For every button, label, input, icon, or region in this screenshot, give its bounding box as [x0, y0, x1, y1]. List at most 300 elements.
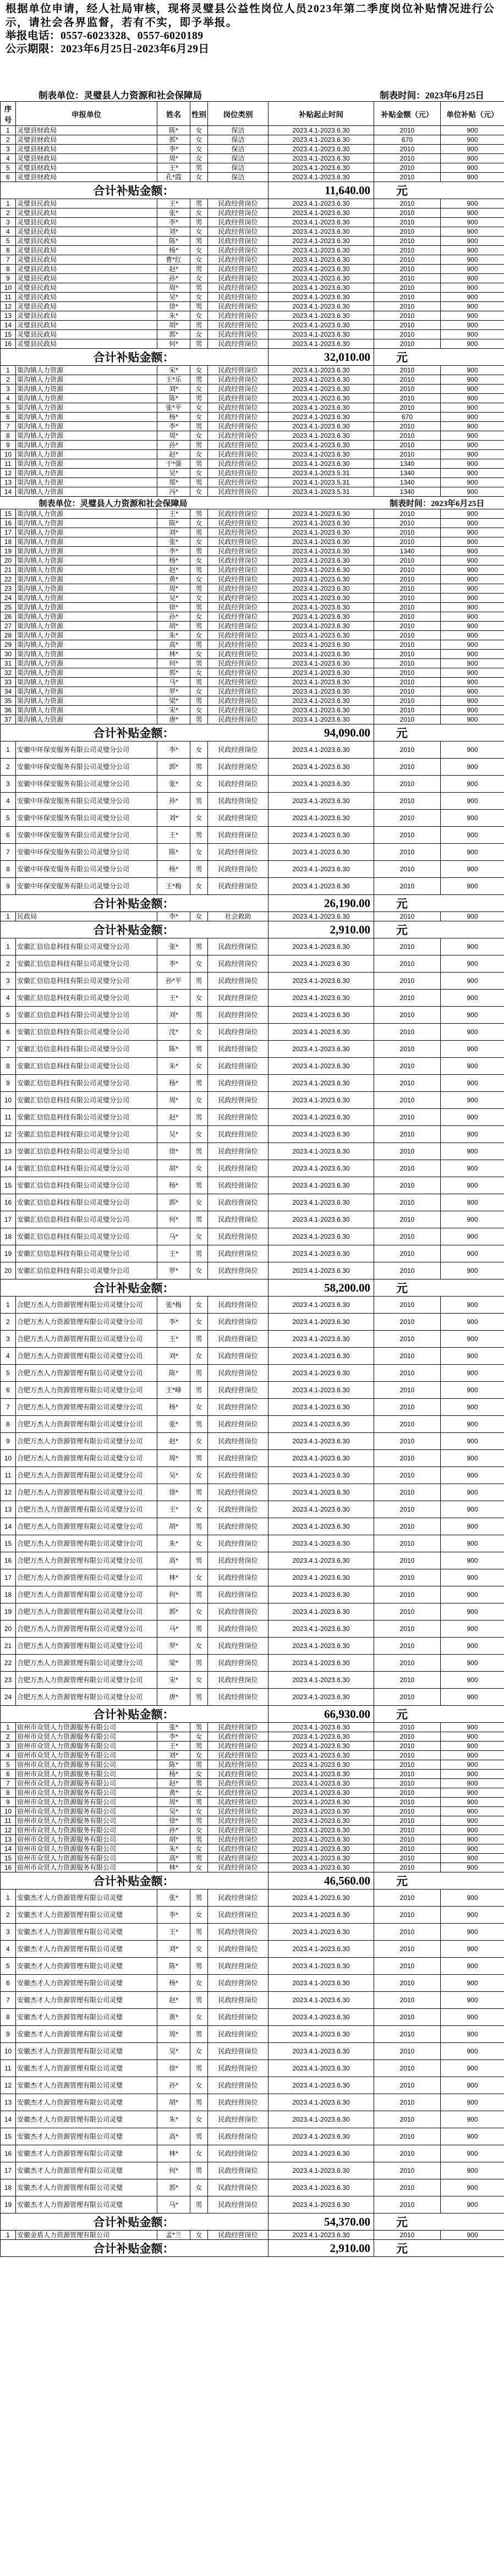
cell-sex: 男: [190, 1992, 208, 2009]
cell-seq: 4: [1, 1751, 16, 1760]
table-row: [1, 246, 504, 255]
table-row: [1, 1262, 504, 1279]
table-row: [1, 2162, 504, 2179]
cell-post: 民政经营岗位: [208, 1844, 269, 1854]
cell-period: 2023.4.1-2023.6.30: [269, 1126, 374, 1143]
cell-unit: 安徽汇信信息科技有限公司灵璧分公司: [16, 1092, 157, 1109]
cell-seq: 10: [1, 1450, 16, 1467]
subtotal-currency: 元: [374, 921, 504, 938]
cell-amount: 2010: [374, 1143, 441, 1160]
subheader-date: 制表时间：2023年6月25日: [269, 497, 504, 509]
cell-amount: 2010: [374, 1331, 441, 1348]
cell-name: 李*: [157, 218, 190, 227]
cell-unit: 灵璧县民政局: [16, 302, 157, 311]
cell-unit: 灵璧县民政局: [16, 283, 157, 293]
cell-sex: 女: [190, 274, 208, 283]
cell-monthly: 900: [441, 366, 504, 375]
cell-post: 民政经营岗位: [208, 478, 269, 487]
cell-monthly: 900: [441, 1552, 504, 1569]
cell-post: 民政经营岗位: [208, 1798, 269, 1807]
table-row: [1, 1779, 504, 1788]
cell-sex: 女: [190, 145, 208, 154]
cell-post: 民政经营岗位: [208, 776, 269, 793]
cell-amount: 2010: [374, 394, 441, 403]
table-row: [1, 1297, 504, 1314]
cell-unit: 安徽杰才人力资源管理有限公司灵璧: [16, 1958, 157, 1975]
cell-unit: 灵璧县民政局: [16, 246, 157, 255]
cell-name: 周*: [157, 1798, 190, 1807]
cell-amount: 2010: [374, 844, 441, 861]
cell-monthly: 900: [441, 302, 504, 311]
cell-monthly: 900: [441, 469, 504, 478]
cell-sex: 男: [190, 321, 208, 330]
cell-post: 民政经营岗位: [208, 459, 269, 469]
cell-seq: 8: [1, 2009, 16, 2026]
cell-period: 2023.4.1-2023.6.30: [269, 1958, 374, 1975]
cell-sex: 女: [190, 487, 208, 497]
cell-unit: 灵璧县民政局: [16, 218, 157, 227]
cell-sex: 男: [190, 1760, 208, 1770]
cell-post: 民政经营岗位: [208, 208, 269, 218]
cell-monthly: 900: [441, 1689, 504, 1706]
cell-seq: 21: [1, 1638, 16, 1655]
table-row: [1, 810, 504, 827]
cell-post: 民政经营岗位: [208, 1518, 269, 1535]
cell-name: 杨*: [157, 1177, 190, 1194]
cell-unit: 安徽汇信信息科技有限公司灵璧分公司: [16, 1109, 157, 1126]
cell-sex: 男: [190, 478, 208, 487]
subheader-unit: 制表单位：灵璧县人力资源和社会保障局: [1, 497, 269, 509]
cell-unit: 安徽杰才人力资源管理有限公司灵璧: [16, 1992, 157, 2009]
cell-sex: 女: [190, 2077, 208, 2094]
table-row: [1, 1228, 504, 1245]
cell-seq: 1: [1, 938, 16, 955]
cell-period: 2023.4.1-2023.6.30: [269, 173, 374, 182]
cell-amount: 2010: [374, 687, 441, 696]
cell-post: 民政经营岗位: [208, 441, 269, 450]
cell-period: 2023.4.1-2023.6.30: [269, 696, 374, 706]
cell-amount: 2010: [374, 2111, 441, 2128]
cell-period: 2023.4.1-2023.6.30: [269, 1975, 374, 1992]
cell-amount: 2010: [374, 1672, 441, 1689]
cell-amount: 2010: [374, 2043, 441, 2060]
cell-period: 2023.4.1-2023.6.30: [269, 612, 374, 622]
cell-amount: 2010: [374, 827, 441, 844]
cell-unit: 灵璧县财政局: [16, 126, 157, 135]
cell-unit: 合肥万杰人力资源管理有限公司灵璧分公司: [16, 1535, 157, 1552]
cell-monthly: 900: [441, 403, 504, 413]
table-row: [1, 878, 504, 895]
cell-monthly: 900: [441, 1742, 504, 1751]
cell-period: 2023.4.1-2023.6.30: [269, 1211, 374, 1228]
cell-monthly: 900: [441, 1160, 504, 1177]
cell-period: 2023.4.1-2023.6.30: [269, 990, 374, 1007]
cell-post: 民政经营岗位: [208, 668, 269, 678]
cell-name: 徐*: [157, 302, 190, 311]
cell-seq: 18: [1, 1586, 16, 1603]
cell-period: 2023.4.1-2023.6.30: [269, 938, 374, 955]
cell-sex: 男: [190, 2128, 208, 2145]
cell-post: 民政经营岗位: [208, 403, 269, 413]
cell-unit: 渠沟镇人力资源: [16, 528, 157, 537]
cell-monthly: 900: [441, 1348, 504, 1365]
cell-monthly: 900: [441, 1924, 504, 1941]
cell-amount: 2010: [374, 1816, 441, 1826]
intro-block: [6, 2, 498, 56]
cell-monthly: 900: [441, 422, 504, 431]
cell-sex: 男: [190, 973, 208, 990]
cell-post: 民政经营岗位: [208, 990, 269, 1007]
cell-seq: 14: [1, 1160, 16, 1177]
table-row: [1, 1177, 504, 1194]
table-row: [1, 1975, 504, 1992]
cell-seq: 14: [1, 1518, 16, 1535]
table-row: [1, 528, 504, 537]
cell-sex: 女: [190, 650, 208, 659]
cell-name: 周*: [157, 1092, 190, 1109]
cell-post: 民政经营岗位: [208, 556, 269, 565]
subtotal-row: [1, 724, 504, 742]
table-row: [1, 1041, 504, 1058]
cell-unit: 灵璧县民政局: [16, 208, 157, 218]
cell-period: 2023.4.1-2023.6.30: [269, 1552, 374, 1569]
cell-post: 保洁: [208, 145, 269, 154]
table-row: [1, 1835, 504, 1844]
table-row: [1, 293, 504, 302]
cell-period: 2023.4.1-2023.6.30: [269, 1992, 374, 2009]
cell-amount: 2010: [374, 1586, 441, 1603]
table-row: [1, 1450, 504, 1467]
cell-name: 王*: [157, 1924, 190, 1941]
cell-period: 2023.4.1-2023.6.30: [269, 366, 374, 375]
table-row: [1, 154, 504, 163]
table-row: [1, 2128, 504, 2145]
cell-amount: 2010: [374, 1655, 441, 1672]
cell-post: 民政经营岗位: [208, 1075, 269, 1092]
cell-post: 民政经营岗位: [208, 1569, 269, 1586]
table-row: [1, 547, 504, 556]
cell-seq: 3: [1, 1331, 16, 1348]
table-row: [1, 413, 504, 422]
cell-period: 2023.4.1-2023.6.30: [269, 2026, 374, 2043]
cell-monthly: 900: [441, 1365, 504, 1382]
cell-monthly: 900: [441, 622, 504, 631]
cell-unit: 渠沟镇人力资源: [16, 519, 157, 528]
cell-sex: 男: [190, 1007, 208, 1024]
cell-unit: 安徽金盾人力资源管理有限公司: [16, 2231, 157, 2240]
cell-period: 2023.4.1-2023.6.30: [269, 1416, 374, 1433]
cell-amount: 2010: [374, 403, 441, 413]
cell-post: 民政经营岗位: [208, 1126, 269, 1143]
cell-amount: 2010: [374, 1365, 441, 1382]
cell-monthly: 900: [441, 565, 504, 575]
cell-sex: 男: [190, 394, 208, 403]
cell-name: 何*: [157, 1586, 190, 1603]
table-row: [1, 537, 504, 547]
cell-unit: 渠沟镇人力资源: [16, 556, 157, 565]
table-row: [1, 173, 504, 182]
cell-amount: 2010: [374, 1807, 441, 1816]
cell-monthly: 900: [441, 1826, 504, 1835]
cell-seq: 6: [1, 827, 16, 844]
cell-post: 民政经营岗位: [208, 1655, 269, 1672]
cell-period: 2023.4.1-2023.6.30: [269, 1331, 374, 1348]
cell-period: 2023.4.1-2023.5.31: [269, 469, 374, 478]
cell-period: 2023.4.1-2023.6.30: [269, 1907, 374, 1924]
cell-post: 民政经营岗位: [208, 844, 269, 861]
cell-seq: 2: [1, 1907, 16, 1924]
cell-period: 2023.4.1-2023.6.30: [269, 1058, 374, 1075]
cell-name: 周*: [157, 2026, 190, 2043]
cell-amount: 2010: [374, 1751, 441, 1760]
cell-amount: 2010: [374, 126, 441, 135]
cell-period: 2023.4.1-2023.6.30: [269, 678, 374, 687]
cell-sex: 女: [190, 687, 208, 696]
cell-unit: 渠沟镇人力资源: [16, 631, 157, 640]
cell-name: 沈*: [157, 1024, 190, 1041]
table-row: [1, 1331, 504, 1348]
cell-name: 周*: [157, 1450, 190, 1467]
cell-sex: 女: [190, 154, 208, 163]
cell-period: 2023.4.1-2023.6.30: [269, 827, 374, 844]
cell-name: 何*: [157, 1211, 190, 1228]
table-row: [1, 1314, 504, 1331]
subtotal-label: 合计补贴金额：: [1, 1872, 269, 1890]
cell-amount: 2010: [374, 990, 441, 1007]
cell-unit: 宿州市众贤人力资源服务有限公司: [16, 1863, 157, 1872]
cell-period: 2023.4.1-2023.5.31: [269, 487, 374, 497]
cell-unit: 安徽中环保安服务有限公司灵璧分公司: [16, 810, 157, 827]
cell-post: 保洁: [208, 163, 269, 173]
col-post: 岗位类别: [208, 102, 269, 126]
cell-name: 罗*: [157, 1262, 190, 1279]
cell-seq: 19: [1, 547, 16, 556]
cell-monthly: 900: [441, 990, 504, 1007]
cell-unit: 渠沟镇人力资源: [16, 696, 157, 706]
table-row: [1, 2094, 504, 2111]
cell-name: 高*: [157, 1552, 190, 1569]
cell-unit: 渠沟镇人力资源: [16, 431, 157, 441]
cell-unit: 灵璧县民政局: [16, 265, 157, 274]
cell-post: 民政经营岗位: [208, 2026, 269, 2043]
cell-sex: 男: [190, 1365, 208, 1382]
cell-seq: 13: [1, 1143, 16, 1160]
cell-unit: 安徽杰才人力资源管理有限公司灵璧: [16, 2196, 157, 2214]
table-row: [1, 1742, 504, 1751]
cell-seq: 2: [1, 135, 16, 145]
cell-post: 民政经营岗位: [208, 687, 269, 696]
cell-period: 2023.4.1-2023.6.30: [269, 2128, 374, 2145]
cell-unit: 宿州市众贤人力资源服务有限公司: [16, 1779, 157, 1788]
cell-amount: 2010: [374, 1160, 441, 1177]
cell-seq: 3: [1, 973, 16, 990]
publicity-period: 公示期限：2023年6月25日-2023年6月29日: [6, 43, 210, 55]
cell-unit: 合肥万杰人力资源管理有限公司灵璧分公司: [16, 1467, 157, 1484]
table-row: [1, 1382, 504, 1399]
subtotal-currency: 元: [374, 2214, 504, 2231]
cell-name: 吴*: [157, 469, 190, 478]
cell-name: 王*峰: [157, 1382, 190, 1399]
cell-monthly: 900: [441, 912, 504, 921]
cell-unit: 宿州市众贤人力资源服务有限公司: [16, 1798, 157, 1807]
cell-name: 王*: [157, 509, 190, 519]
cell-amount: 2010: [374, 1058, 441, 1075]
cell-period: 2023.4.1-2023.6.30: [269, 912, 374, 921]
cell-sex: 女: [190, 844, 208, 861]
table-row: [1, 1194, 504, 1211]
cell-seq: 2: [1, 1314, 16, 1331]
table-row: [1, 1552, 504, 1569]
cell-name: 刘*: [157, 1751, 190, 1760]
cell-seq: 8: [1, 861, 16, 878]
cell-sex: 男: [190, 1075, 208, 1092]
cell-period: 2023.4.1-2023.6.30: [269, 1569, 374, 1586]
cell-post: 保洁: [208, 126, 269, 135]
cell-amount: 2010: [374, 1126, 441, 1143]
table-row: [1, 1024, 504, 1041]
cell-seq: 16: [1, 519, 16, 528]
cell-monthly: 900: [441, 1835, 504, 1844]
cell-monthly: 900: [441, 237, 504, 246]
cell-unit: 宿州市众贤人力资源服务有限公司: [16, 1844, 157, 1854]
cell-sex: 男: [190, 696, 208, 706]
cell-seq: 1: [1, 1890, 16, 1907]
cell-amount: 2010: [374, 584, 441, 594]
table-row: [1, 394, 504, 403]
cell-name: 李*: [157, 955, 190, 973]
cell-monthly: 900: [441, 1007, 504, 1024]
cell-unit: 合肥万杰人力资源管理有限公司灵璧分公司: [16, 1382, 157, 1399]
subtotal-row: [1, 895, 504, 912]
cell-seq: 17: [1, 2162, 16, 2179]
table-row: [1, 1890, 504, 1907]
cell-monthly: 900: [441, 1621, 504, 1638]
cell-sex: 女: [190, 1788, 208, 1798]
cell-sex: 男: [190, 1331, 208, 1348]
table-row: [1, 1211, 504, 1228]
cell-name: 徐*: [157, 1143, 190, 1160]
cell-seq: 16: [1, 1552, 16, 1569]
cell-monthly: 900: [441, 2077, 504, 2094]
cell-name: 张*: [157, 1723, 190, 1732]
cell-unit: 安徽杰才人力资源管理有限公司灵璧: [16, 2145, 157, 2162]
cell-amount: 2010: [374, 1399, 441, 1416]
cell-sex: 女: [190, 255, 208, 265]
cell-post: 民政经营岗位: [208, 293, 269, 302]
cell-sex: 男: [190, 265, 208, 274]
cell-name: 李*: [157, 547, 190, 556]
cell-name: 张*梅: [157, 1297, 190, 1314]
cell-post: 民政经营岗位: [208, 1807, 269, 1816]
cell-amount: 2010: [374, 422, 441, 431]
cell-amount: 2010: [374, 1924, 441, 1941]
cell-monthly: 900: [441, 1655, 504, 1672]
table-row: [1, 1535, 504, 1552]
cell-period: 2023.4.1-2023.6.30: [269, 1779, 374, 1788]
cell-amount: 2010: [374, 594, 441, 603]
cell-amount: 2010: [374, 650, 441, 659]
cell-unit: 宿州市众贤人力资源服务有限公司: [16, 1723, 157, 1732]
cell-sex: 男: [190, 339, 208, 349]
cell-amount: 2010: [374, 696, 441, 706]
cell-sex: 女: [190, 1297, 208, 1314]
cell-name: 张*: [157, 1416, 190, 1433]
cell-amount: 2010: [374, 659, 441, 668]
cell-monthly: 900: [441, 330, 504, 339]
cell-unit: 渠沟镇人力资源: [16, 650, 157, 659]
cell-amount: 2010: [374, 2026, 441, 2043]
table-row: [1, 1924, 504, 1941]
cell-monthly: 900: [441, 2145, 504, 2162]
cell-unit: 合肥万杰人力资源管理有限公司灵璧分公司: [16, 1603, 157, 1621]
cell-post: 民政经营岗位: [208, 1992, 269, 2009]
cell-amount: 2010: [374, 321, 441, 330]
cell-monthly: 900: [441, 1092, 504, 1109]
subtotal-amount: 94,090.00: [269, 724, 374, 742]
cell-seq: 5: [1, 1958, 16, 1975]
cell-unit: 渠沟镇人力资源: [16, 422, 157, 431]
cell-period: 2023.4.1-2023.6.30: [269, 227, 374, 237]
cell-sex: 男: [190, 237, 208, 246]
cell-amount: 2010: [374, 1382, 441, 1399]
cell-seq: 3: [1, 218, 16, 227]
cell-sex: 女: [190, 1467, 208, 1484]
cell-amount: 670: [374, 413, 441, 422]
cell-amount: 2010: [374, 631, 441, 640]
cell-name: 孙*: [157, 612, 190, 622]
cell-name: 朱*: [157, 1535, 190, 1552]
cell-name: 朱*: [157, 311, 190, 321]
cell-post: 民政经营岗位: [208, 1863, 269, 1872]
cell-period: 2023.4.1-2023.6.30: [269, 844, 374, 861]
cell-period: 2023.4.1-2023.6.30: [269, 163, 374, 173]
cell-seq: 18: [1, 2179, 16, 2196]
cell-period: 2023.4.1-2023.6.30: [269, 126, 374, 135]
cell-monthly: 900: [441, 1779, 504, 1788]
cell-post: 民政经营岗位: [208, 366, 269, 375]
cell-post: 民政经营岗位: [208, 878, 269, 895]
cell-period: 2023.4.1-2023.6.30: [269, 441, 374, 450]
cell-seq: 15: [1, 509, 16, 519]
cell-seq: 10: [1, 1807, 16, 1816]
cell-post: 民政经营岗位: [208, 1024, 269, 1041]
cell-period: 2023.4.1-2023.6.30: [269, 1672, 374, 1689]
cell-sex: 女: [190, 912, 208, 921]
cell-amount: 2010: [374, 441, 441, 450]
cell-seq: 20: [1, 1262, 16, 1279]
col-monthly: 单位补贴（元）: [441, 102, 504, 126]
cell-amount: 2010: [374, 227, 441, 237]
cell-post: 民政经营岗位: [208, 2077, 269, 2094]
col-amount: 补贴金额（元）: [374, 102, 441, 126]
table-row: [1, 385, 504, 394]
cell-post: 民政经营岗位: [208, 622, 269, 631]
cell-sex: 女: [190, 413, 208, 422]
cell-name: 郭*: [157, 135, 190, 145]
cell-monthly: 900: [441, 793, 504, 810]
cell-post: 民政经营岗位: [208, 1314, 269, 1331]
cell-post: 民政经营岗位: [208, 274, 269, 283]
cell-amount: 2010: [374, 1433, 441, 1450]
cell-unit: 合肥万杰人力资源管理有限公司灵璧分公司: [16, 1586, 157, 1603]
cell-monthly: 900: [441, 135, 504, 145]
cell-monthly: 900: [441, 537, 504, 547]
cell-sex: 男: [190, 163, 208, 173]
cell-seq: 1: [1, 199, 16, 208]
cell-period: 2023.4.1-2023.6.30: [269, 1732, 374, 1742]
report-phone: 举报电话：0557-6023328、0557-6020189: [6, 30, 204, 42]
cell-unit: 渠沟镇人力资源: [16, 366, 157, 375]
